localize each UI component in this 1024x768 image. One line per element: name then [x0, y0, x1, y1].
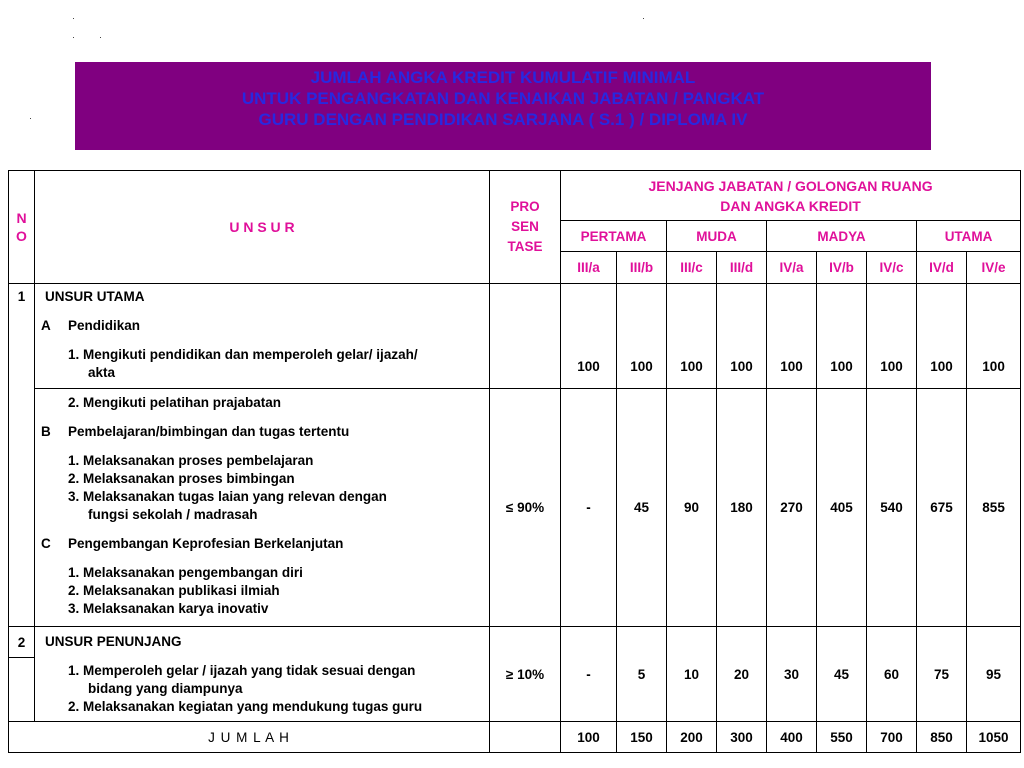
item-a2: 2. Mengikuti pelatihan prajabatan — [68, 395, 282, 410]
value-cell: 100 — [667, 284, 717, 389]
golongan-iv-e: IV/e — [967, 252, 1021, 284]
value-cell: 100 — [767, 284, 817, 389]
total-value: 200 — [667, 722, 717, 753]
value-cell: 405 — [817, 389, 867, 627]
item-c2: 2. Melaksanakan publikasi ilmiah — [68, 583, 280, 598]
row-unsur-pendidikan — [35, 284, 490, 389]
header-row-1 — [9, 171, 1021, 221]
total-value: 100 — [561, 722, 617, 753]
item-a1-cont: akta — [88, 365, 116, 380]
item-b3: 3. Melaksanakan tugas laian yang relevan dengan — [68, 489, 387, 504]
header-no: N O — [9, 171, 35, 284]
golongan-iii-a: III/a — [561, 252, 617, 284]
golongan-iii-d: III/d — [717, 252, 767, 284]
stray-dot — [643, 18, 644, 19]
value-cell: 100 — [561, 284, 617, 389]
item-p2: 2. Melaksanakan kegiatan yang mendukung tugas guru — [68, 699, 423, 714]
total-value: 550 — [817, 722, 867, 753]
section-title-unsur-penunjang: UNSUR PENUNJANG — [45, 634, 182, 649]
value-cell: 100 — [817, 284, 867, 389]
golongan-iv-c: IV/c — [867, 252, 917, 284]
subsection-c: C Pengembangan Keprofesian Berkelanjutan — [41, 536, 344, 551]
subsection-a: A Pendidikan — [41, 318, 141, 333]
item-p1: 1. Memperoleh gelar / ijazah yang tidak sesuai dengan — [68, 663, 416, 678]
item-b1: 1. Melaksanakan proses pembelajaran — [68, 453, 314, 468]
table-row-unsur-penunjang-title — [9, 627, 1021, 658]
golongan-iv-d: IV/d — [917, 252, 967, 284]
stray-dot — [73, 37, 74, 38]
value-cell: 100 — [967, 284, 1021, 389]
value-cell: 20 — [717, 627, 767, 722]
golongan-iii-b: III/b — [617, 252, 667, 284]
value-cell: 75 — [917, 627, 967, 722]
level-madya: MADYA — [767, 221, 917, 252]
golongan-iii-c: III/c — [667, 252, 717, 284]
value-cell: 100 — [617, 284, 667, 389]
table-row-unsur-utama — [9, 389, 1021, 627]
total-value: 400 — [767, 722, 817, 753]
item-c1: 1. Melaksanakan pengembangan diri — [68, 565, 303, 580]
subsection-b: B Pembelajaran/bimbingan dan tugas tertentu — [41, 424, 350, 439]
value-cell: 45 — [817, 627, 867, 722]
value-cell: 95 — [967, 627, 1021, 722]
value-cell: - — [561, 389, 617, 627]
item-a1: 1. Mengikuti pendidikan dan memperoleh gelar/ ijazah/ — [68, 347, 418, 362]
row-no-2: 2 — [9, 627, 35, 658]
level-muda: MUDA — [667, 221, 767, 252]
total-percent — [490, 722, 561, 753]
value-cell: 5 — [617, 627, 667, 722]
value-cell: 100 — [867, 284, 917, 389]
header-prosentase: PRO SEN TASE — [490, 171, 561, 284]
total-value: 1050 — [967, 722, 1021, 753]
value-cell: 100 — [717, 284, 767, 389]
percent-unsur-penunjang: ≥ 10% — [490, 627, 561, 722]
level-pertama: PERTAMA — [561, 221, 667, 252]
value-cell: 100 — [917, 284, 967, 389]
stray-dot — [30, 118, 31, 119]
value-cell: 675 — [917, 389, 967, 627]
item-p1-cont: bidang yang diampunya — [88, 681, 243, 696]
stray-dot — [73, 18, 74, 19]
value-cell: 45 — [617, 389, 667, 627]
value-cell: 855 — [967, 389, 1021, 627]
table-row-pendidikan — [9, 284, 1021, 389]
table-row-jumlah — [9, 722, 1021, 753]
value-cell: 270 — [767, 389, 817, 627]
value-cell: 10 — [667, 627, 717, 722]
total-value: 850 — [917, 722, 967, 753]
row-unsur-utama-items — [35, 389, 490, 627]
value-cell: 180 — [717, 389, 767, 627]
row-no-1: 1 — [9, 284, 35, 627]
title-line-1: JUMLAH ANGKA KREDIT KUMULATIF MINIMAL — [310, 68, 696, 87]
value-cell: - — [561, 627, 617, 722]
item-b2: 2. Melaksanakan proses bimbingan — [68, 471, 295, 486]
value-cell: 60 — [867, 627, 917, 722]
item-c3: 3. Melaksanakan karya inovativ — [68, 601, 269, 616]
value-cell: 30 — [767, 627, 817, 722]
total-value: 300 — [717, 722, 767, 753]
value-cell: 540 — [867, 389, 917, 627]
title-line-2: UNTUK PENGANGKATAN DAN KENAIKAN JABATAN / PANGKAT — [241, 89, 765, 108]
header-unsur: U N S U R — [35, 171, 490, 284]
total-label: J U M L A H — [9, 722, 490, 753]
item-b3-cont: fungsi sekolah / madrasah — [88, 507, 258, 522]
header-jenjang: JENJANG JABATAN / GOLONGAN RUANG DAN ANGKA KREDIT — [561, 171, 1021, 221]
title-line-3: GURU DENGAN PENDIDIKAN SARJANA ( S.1 ) / DIPLOMA IV — [258, 110, 748, 129]
percent-unsur-utama: ≤ 90% — [490, 389, 561, 627]
level-utama: UTAMA — [917, 221, 1021, 252]
title-banner — [75, 62, 931, 150]
stray-dot — [100, 37, 101, 38]
section-title-unsur-utama: UNSUR UTAMA — [45, 289, 145, 304]
golongan-iv-a: IV/a — [767, 252, 817, 284]
golongan-iv-b: IV/b — [817, 252, 867, 284]
total-value: 700 — [867, 722, 917, 753]
row-no-2-blank — [9, 658, 35, 722]
total-value: 150 — [617, 722, 667, 753]
row-pendidikan-percent — [490, 284, 561, 389]
row-unsur-penunjang — [35, 627, 490, 722]
credit-table — [8, 170, 1021, 753]
value-cell: 90 — [667, 389, 717, 627]
